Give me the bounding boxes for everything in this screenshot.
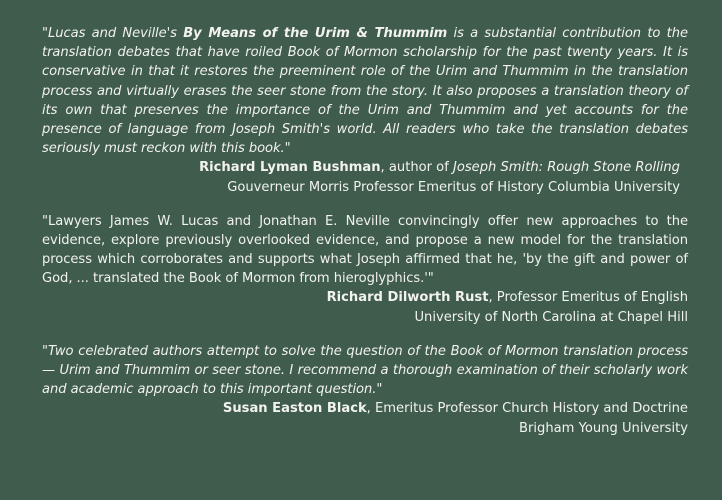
endorser-name: Richard Dilworth Rust: [326, 290, 489, 306]
endorsement-quote: "Two celebrated authors attempt to solve the question of the Book of Mormon translation process — Urim and Thummim or seer stone. I recommend a thorough examination of their scholarly work and academic approach to this important question.": [42, 343, 688, 398]
endorser-affiliation: University of North Carolina at Chapel Hill: [414, 310, 688, 326]
endorser-role: , Professor Emeritus of English: [488, 290, 688, 306]
endorser-work-title: Joseph Smith: Rough Stone Rolling: [452, 160, 680, 176]
endorsement-quote: "Lawyers James W. Lucas and Jonathan E. Neville convincingly offer new approaches to the evidence, explore previously overlooked evidence, and propose a new model for the translation process which corroborates and supports what Joseph affirmed that he, 'by the gift and power of God, ... translated the Book of Mormon from hieroglyphics.'": [42, 213, 688, 287]
endorsement-quote: [42, 24, 688, 158]
endorsement-attribution: [42, 288, 688, 327]
endorser-role: , author of: [380, 160, 453, 176]
endorser-name: Richard Lyman Bushman: [199, 160, 381, 176]
endorser-role: , Emeritus Professor Church History and Doctrine: [366, 401, 688, 417]
endorser-affiliation: Brigham Young University: [519, 420, 688, 436]
endorsement-rust: [42, 212, 688, 328]
endorsement-black: [42, 342, 688, 439]
endorsement-attribution: [42, 158, 688, 197]
quote-text: is a substantial contribution to the translation debates that have roiled Book of Mormon scholarship for the past twenty years. It is conservative in that it restores the preeminent role of the Urim and Thummim in the translation process and virtually erases the seer stone from the story. It also proposes a translation theory of its own that preserves the importance of the Urim and Thummim and yet accounts for the presence of language from Joseph Smith's world. All readers who take the translation debates seriously must reckon with this book.": [42, 26, 688, 157]
book-title: By Means of the Urim & Thummim: [183, 26, 448, 41]
quote-opening: "Lucas and Neville's: [42, 26, 184, 41]
endorser-affiliation: Gouverneur Morris Professor Emeritus of History Columbia University: [227, 180, 680, 196]
endorser-name: Susan Easton Black: [222, 401, 367, 417]
endorsement-attribution: [42, 399, 688, 438]
endorsement-bushman: [42, 24, 688, 198]
